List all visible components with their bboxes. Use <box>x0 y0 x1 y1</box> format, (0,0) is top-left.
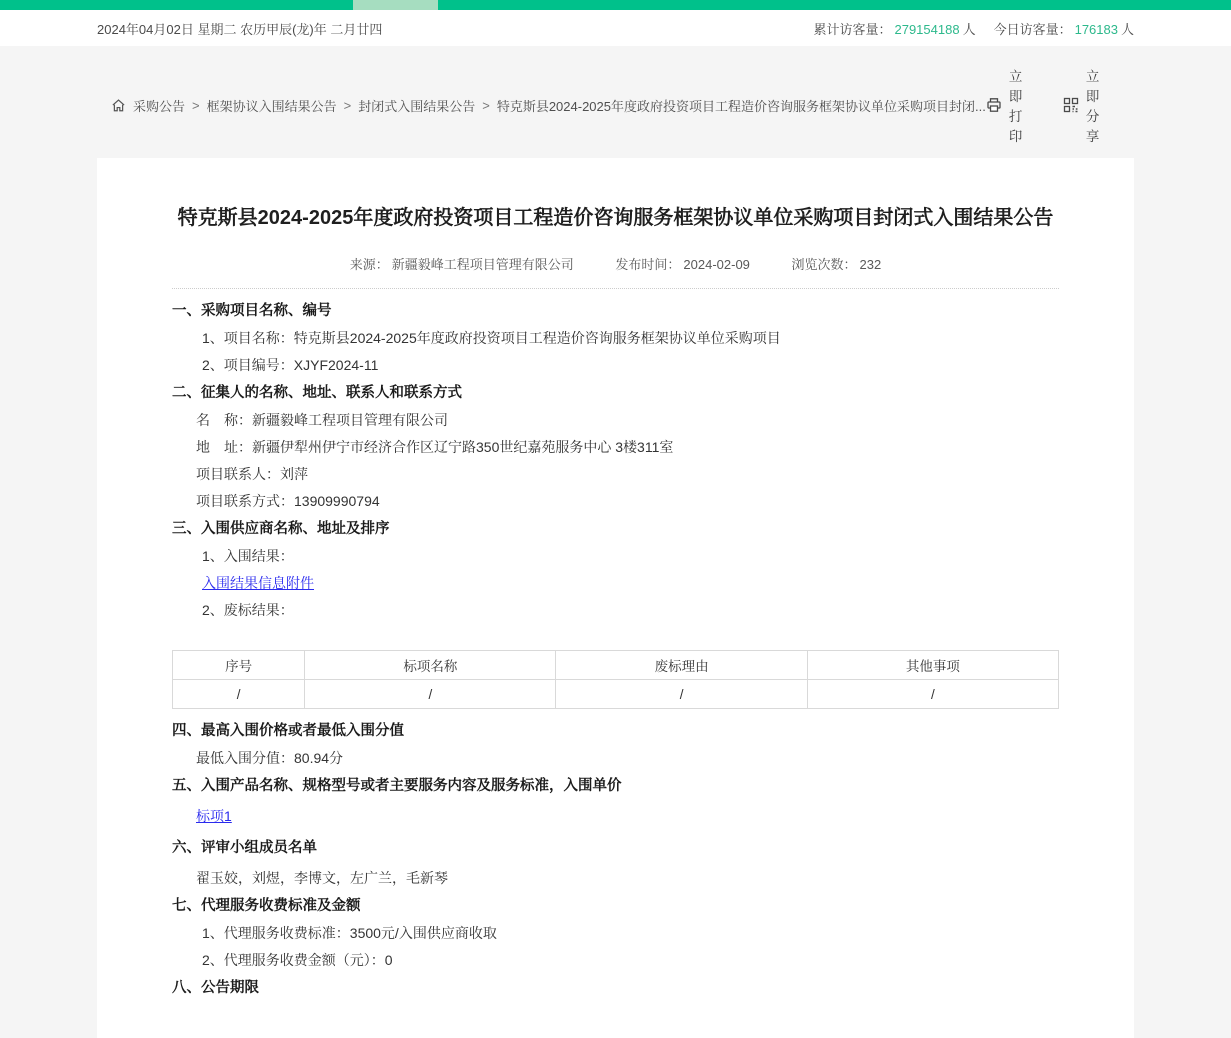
section-3-title: 三、入围供应商名称、地址及排序 <box>172 521 390 537</box>
shortlist-result-line: 1、入围结果： <box>202 548 294 564</box>
table-header-row <box>173 651 1059 680</box>
page-actions <box>986 65 1110 145</box>
current-date-text: 2024年04月02日 星期二 农历甲辰(龙)年 二月廿四 <box>97 21 383 37</box>
home-icon[interactable] <box>111 98 126 113</box>
table-header-seq: 序号 <box>173 651 305 680</box>
total-visitors-value: 279154188 <box>894 21 960 37</box>
table-cell-seq: / <box>173 680 305 709</box>
review-panel-members-line: 翟玉姣，刘煜，李博文，左广兰，毛新琴 <box>196 870 448 886</box>
project-number-line: 2、项目编号：XJYF2024-11 <box>202 357 379 373</box>
table-header-lot-name: 标项名称 <box>305 651 556 680</box>
breadcrumb-item-current-page: 特克斯县2024-2025年度政府投资项目工程造价咨询服务框架协议单位采购项目封闭... <box>496 98 986 114</box>
project-name-line: 1、项目名称：特克斯县2024-2025年度政府投资项目工程造价咨询服务框架协议单位采购项目 <box>202 330 781 346</box>
page-title: 特克斯县2024-2025年度政府投资项目工程造价咨询服务框架协议单位采购项目封闭式入围结果公告 <box>177 207 1054 229</box>
breadcrumb-separator: > <box>192 97 200 113</box>
contact-person-line: 项目联系人：刘萍 <box>196 466 308 482</box>
section-6-title: 六、评审小组成员名单 <box>172 840 317 856</box>
meta-views-value: 232 <box>859 257 882 272</box>
breadcrumb-item-purchase-notices[interactable]: 采购公告 <box>133 98 186 114</box>
today-visitors-unit: 人 <box>1120 21 1134 37</box>
top-green-bar <box>0 0 1231 10</box>
contact-phone-line: 项目联系方式：13909990794 <box>196 493 380 509</box>
section-2-title: 二、征集人的名称、地址、联系人和联系方式 <box>172 385 462 401</box>
section-5-title: 五、入围产品名称、规格型号或者主要服务内容及服务标准，入围单价 <box>172 778 622 794</box>
share-button-label: 立即分享 <box>1085 69 1100 144</box>
printer-icon <box>986 97 1002 113</box>
table-cell-reject-reason: / <box>556 680 807 709</box>
article-body <box>172 289 1059 998</box>
meta-views-label: 浏览次数： <box>791 257 857 272</box>
breadcrumb-item-framework-results[interactable]: 框架协议入围结果公告 <box>206 98 337 114</box>
share-button[interactable] <box>1063 65 1110 145</box>
agency-address-line: 地 址：新疆伊犁州伊宁市经济合作区辽宁路350世纪嘉苑服务中心 3楼311室 <box>196 439 674 455</box>
table-header-other: 其他事项 <box>807 651 1058 680</box>
lot1-link[interactable]: 标项1 <box>196 808 232 824</box>
today-visitors <box>994 19 1134 38</box>
section-1-title: 一、采购项目名称、编号 <box>172 303 332 319</box>
agency-fee-standard-line: 1、代理服务收费标准：3500元/入围供应商收取 <box>202 925 497 941</box>
section-4-title: 四、最高入围价格或者最低入围分值 <box>172 723 404 739</box>
meta-source-label: 来源： <box>349 257 389 272</box>
site-header <box>0 10 1231 46</box>
table-header-reject-reason: 废标理由 <box>556 651 807 680</box>
total-visitors-label: 累计访客量： <box>813 21 892 37</box>
meta-publish-value: 2024-02-09 <box>683 257 750 272</box>
agency-fee-amount-line: 2、代理服务收费金额（元）：0 <box>202 952 393 968</box>
print-button-label: 立即打印 <box>1008 69 1023 144</box>
section-7-title: 七、代理服务收费标准及金额 <box>172 898 361 914</box>
rejected-bid-table <box>172 650 1059 709</box>
breadcrumb <box>97 46 1134 145</box>
print-button[interactable] <box>986 65 1033 145</box>
min-score-line: 最低入围分值：80.94分 <box>196 750 344 766</box>
announcement-card <box>97 158 1134 1038</box>
table-cell-other: / <box>807 680 1058 709</box>
table-row <box>173 680 1059 709</box>
today-visitors-value: 176183 <box>1074 21 1118 37</box>
shortlist-attachment-link[interactable]: 入围结果信息附件 <box>202 575 314 591</box>
meta-source-value: 新疆毅峰工程项目管理有限公司 <box>391 257 574 272</box>
meta-source <box>350 257 578 272</box>
breadcrumb-item-closed-results[interactable]: 封闭式入围结果公告 <box>358 98 476 114</box>
table-cell-lot-name: / <box>305 680 556 709</box>
breadcrumb-separator: > <box>482 97 490 113</box>
top-green-bar-accent <box>353 0 438 10</box>
agency-name-line: 名 称：新疆毅峰工程项目管理有限公司 <box>196 412 448 428</box>
meta-publish-label: 发布时间： <box>615 257 681 272</box>
today-visitors-label: 今日访客量： <box>993 21 1072 37</box>
total-visitors <box>813 19 975 38</box>
total-visitors-unit: 人 <box>962 21 976 37</box>
meta-views <box>792 257 882 272</box>
visitor-stats <box>795 19 1134 38</box>
article-meta <box>172 254 1059 289</box>
meta-publish-time <box>615 257 753 272</box>
qr-code-icon <box>1063 97 1079 113</box>
rejected-bid-line: 2、废标结果： <box>202 602 294 618</box>
breadcrumb-separator: > <box>343 97 352 113</box>
section-8-title: 八、公告期限 <box>172 980 259 996</box>
